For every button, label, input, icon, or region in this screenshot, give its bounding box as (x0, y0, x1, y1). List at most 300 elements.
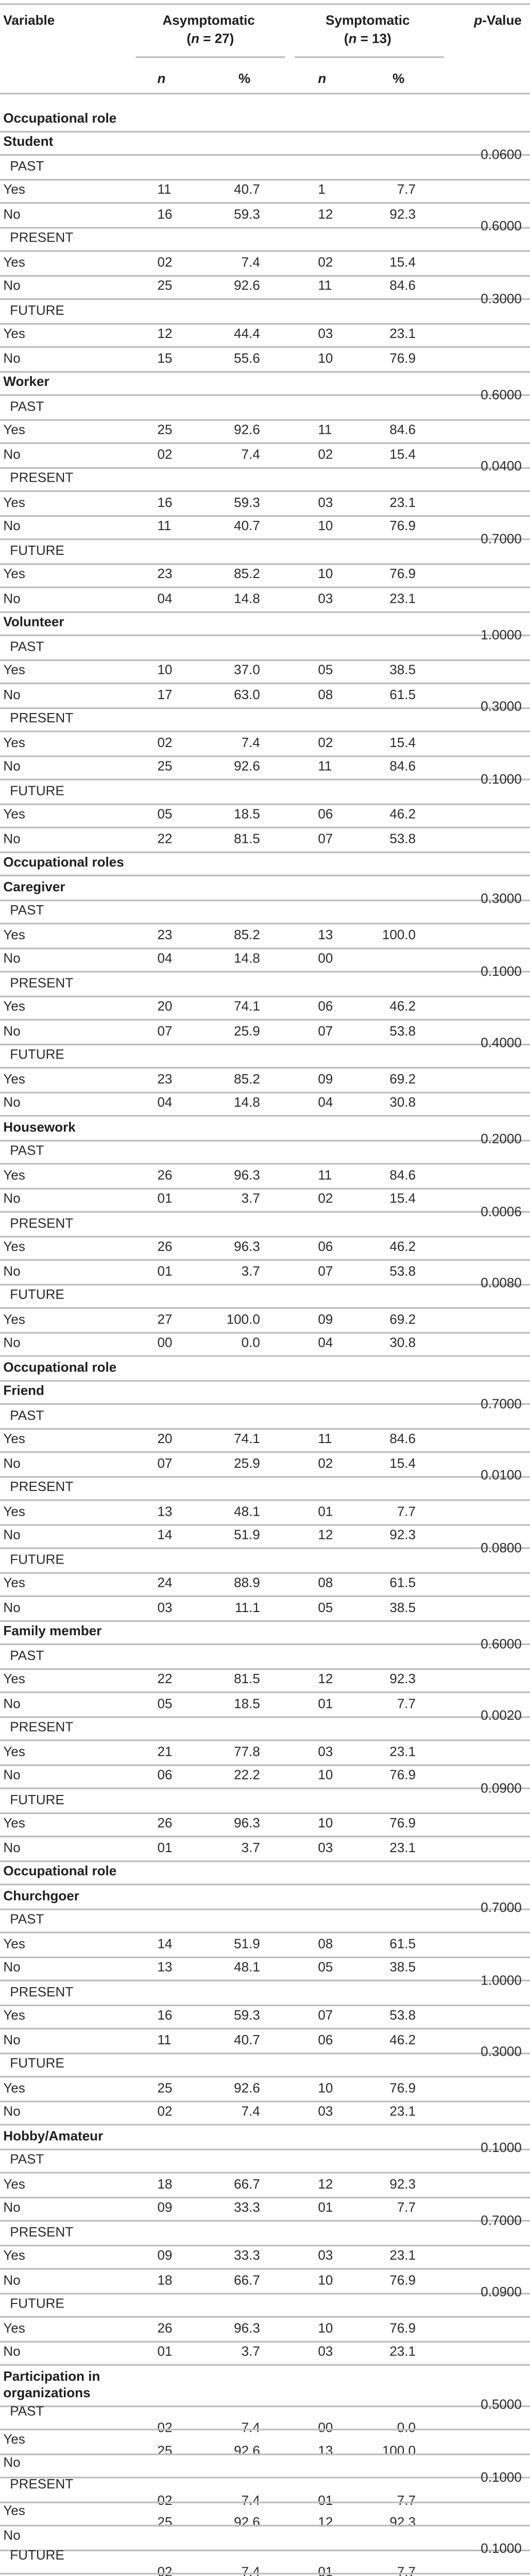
response-label: Yes (3, 806, 25, 822)
asym-n-cell: 22 (157, 831, 173, 846)
row-divider (0, 899, 530, 900)
asym-pct-cell: 14.8 (234, 590, 260, 606)
asym-n-cell: 13 (157, 1960, 173, 1975)
row-divider (0, 2268, 530, 2269)
row-divider (0, 1475, 530, 1477)
row-divider (0, 1691, 530, 1693)
asym-pct-cell: 96.3 (234, 2320, 260, 2335)
asym-n-cell: 25 (157, 2515, 173, 2530)
period-label: FUTURE (10, 1287, 64, 1302)
asym-pct-cell: 40.7 (234, 2031, 260, 2047)
p-value-cell: 0.0600 (481, 146, 522, 162)
row-divider (0, 1811, 530, 1813)
role-heading: Worker (3, 374, 49, 389)
period-label: PAST (10, 903, 44, 918)
row-divider (0, 514, 530, 516)
asym-pct-cell: 25.9 (234, 1023, 260, 1038)
sym-pct-cell: 46.2 (389, 1239, 416, 1255)
period-label: PAST (10, 2403, 44, 2419)
asym-pct-cell: 92.6 (234, 2080, 260, 2095)
asym-n-cell: 10 (157, 663, 173, 678)
asym-n-cell: 11 (157, 518, 172, 534)
period-label: PAST (10, 638, 44, 654)
row-divider (0, 1788, 530, 1789)
row-divider (0, 1067, 530, 1069)
p-value-cell: 0.4000 (481, 1035, 522, 1050)
sym-pct-cell: 7.7 (397, 1696, 416, 1711)
p-value-cell: 0.6000 (481, 386, 522, 402)
row-divider (0, 1523, 530, 1525)
response-label: Yes (3, 2008, 25, 2023)
asym-pct-cell: 63.0 (234, 686, 260, 702)
asym-pct-cell: 92.6 (234, 278, 260, 294)
sym-n-cell: 06 (318, 1239, 333, 1255)
asym-pct-cell: 59.3 (234, 2008, 260, 2023)
period-label: PAST (10, 1143, 44, 1158)
asym-n-cell: 04 (157, 951, 173, 966)
sym-pct-cell: 23.1 (389, 326, 416, 342)
asym-n-cell: 11 (157, 182, 172, 197)
row-divider (0, 2429, 530, 2430)
asym-pct-cell: 48.1 (234, 1960, 260, 1975)
role-heading-line2: organizations (3, 2384, 91, 2400)
asym-n-cell: 05 (157, 1696, 173, 1711)
asym-pct-cell: 66.7 (234, 2176, 260, 2191)
asym-n-cell: 21 (157, 1743, 173, 1759)
response-label: No (3, 1599, 21, 1615)
role-heading: Caregiver (3, 878, 65, 894)
row-divider (0, 1379, 530, 1381)
response-label: No (3, 590, 21, 606)
response-label: No (3, 951, 21, 966)
p-value-cell: 0.0080 (481, 1276, 522, 1291)
p-value-cell: 0.3000 (481, 891, 522, 906)
sym-n-cell: 03 (318, 2344, 333, 2360)
row-divider (0, 1931, 530, 1933)
sym-pct-cell: 92.3 (389, 206, 416, 222)
p-value-cell: 0.3000 (481, 699, 522, 714)
sym-pct-cell: 53.8 (389, 831, 416, 846)
response-label: No (3, 206, 21, 222)
sym-n-cell: 11 (318, 758, 332, 774)
sym-pct-cell: 46.2 (389, 999, 416, 1014)
row-divider (0, 202, 530, 204)
header-symptomatic-n: (n = 13) (344, 31, 391, 47)
sym-n-cell: 00 (318, 2420, 333, 2435)
sym-n-cell: 08 (318, 1936, 333, 1951)
sym-pct-cell: 53.8 (389, 1263, 416, 1278)
asym-pct-cell: 74.1 (234, 1431, 260, 1447)
response-label: No (3, 1263, 21, 1278)
asym-n-cell: 25 (157, 278, 173, 294)
row-divider (0, 1596, 530, 1597)
sym-pct-cell: 76.9 (389, 1768, 416, 1783)
response-label: No (3, 1023, 21, 1038)
asym-n-cell: 26 (157, 1167, 173, 1182)
asym-n-cell: 11 (157, 2031, 172, 2047)
asym-pct-cell: 33.3 (234, 2248, 260, 2263)
period-label: PRESENT (10, 1479, 74, 1495)
response-label: Yes (3, 422, 25, 437)
response-label: Yes (3, 494, 25, 510)
sym-pct-cell: 92.3 (389, 2176, 416, 2191)
asym-pct-cell: 92.6 (234, 2515, 260, 2530)
response-label: No (3, 350, 21, 366)
sym-n-cell: 05 (318, 663, 333, 678)
sym-pct-cell: 30.8 (389, 1095, 416, 1110)
sym-n-cell: 11 (318, 1431, 332, 1447)
response-label: Yes (3, 927, 25, 942)
sym-n-cell: 12 (318, 1671, 333, 1687)
asym-pct-cell: 92.6 (234, 2443, 260, 2458)
asym-pct-cell: 100.0 (226, 1311, 260, 1327)
role-heading: Friend (3, 1383, 44, 1398)
asym-n-cell: 26 (157, 1239, 173, 1255)
row-divider (0, 706, 530, 708)
sym-n-cell: 10 (318, 2320, 333, 2335)
response-label: No (3, 1696, 21, 1711)
response-label: No (3, 1768, 21, 1783)
asym-pct-cell: 81.5 (234, 1671, 260, 1687)
period-label: FUTURE (10, 783, 64, 798)
p-value-cell: 0.0900 (481, 1780, 522, 1795)
sym-n-cell: 10 (318, 2080, 333, 2095)
row-divider (0, 1547, 530, 1549)
sym-pct-cell: 7.7 (397, 2564, 416, 2576)
period-label: PAST (10, 158, 44, 174)
row-divider (0, 1668, 530, 1669)
row-divider (0, 2196, 530, 2197)
p-value-cell: 0.0006 (481, 1204, 522, 1219)
row-divider (0, 1115, 530, 1116)
sym-pct-cell: 76.9 (389, 2080, 416, 2095)
row-divider (0, 2220, 530, 2222)
response-label: Yes (3, 1431, 25, 1447)
p-value-cell: 0.0800 (481, 1539, 522, 1555)
p-value-cell: 0.1000 (481, 2541, 522, 2556)
role-heading: Student (3, 134, 54, 149)
sym-pct-cell: 84.6 (389, 1431, 416, 1447)
sym-n-cell: 06 (318, 999, 333, 1014)
row-divider (0, 2404, 530, 2406)
asym-pct-cell: 14.8 (234, 1095, 260, 1110)
sym-pct-cell: 92.3 (389, 2515, 416, 2530)
response-label: Yes (3, 2320, 25, 2335)
section-heading: Occupational role (3, 1863, 117, 1879)
row-divider (0, 1764, 530, 1765)
asym-n-cell: 20 (157, 999, 173, 1014)
asym-n-cell: 23 (157, 1071, 173, 1086)
row-divider (0, 2549, 530, 2550)
response-label: No (3, 2344, 21, 2360)
sym-n-cell: 04 (318, 1095, 333, 1110)
role-heading: Participation in (3, 2368, 100, 2383)
row-divider (0, 1571, 530, 1573)
asym-pct-cell: 18.5 (234, 1696, 260, 1711)
response-label: No (3, 758, 21, 774)
sym-n-cell: 03 (318, 494, 333, 510)
row-divider (0, 875, 530, 876)
p-value-cell: 1.0000 (481, 627, 522, 642)
sym-n-cell: 01 (318, 2564, 333, 2576)
asym-pct-cell: 0.0 (241, 1335, 260, 1350)
response-label: Yes (3, 182, 25, 197)
asym-pct-cell: 81.5 (234, 831, 260, 846)
p-value-cell: 0.7000 (481, 2212, 522, 2228)
sym-pct-cell: 69.2 (389, 1311, 416, 1327)
response-label: No (3, 1455, 21, 1470)
period-label: PRESENT (10, 1984, 74, 1999)
row-divider (0, 2364, 530, 2366)
sym-pct-cell: 84.6 (389, 758, 416, 774)
row-divider (0, 2573, 530, 2574)
sym-n-cell: 11 (318, 278, 332, 294)
row-divider (0, 1643, 530, 1645)
asym-pct-cell: 18.5 (234, 806, 260, 822)
asym-n-cell: 02 (157, 446, 173, 462)
asym-n-cell: 25 (157, 2443, 173, 2458)
response-label: Yes (3, 1239, 25, 1255)
row-divider (0, 683, 530, 684)
period-label: PAST (10, 2152, 44, 2167)
asym-pct-cell: 40.7 (234, 182, 260, 197)
row-divider (0, 1235, 530, 1236)
row-divider (0, 1403, 530, 1405)
row-divider (0, 1091, 530, 1092)
asym-n-cell: 02 (157, 2564, 173, 2576)
asym-n-cell: 14 (157, 1527, 173, 1543)
row-divider (0, 635, 530, 636)
response-label: Yes (3, 999, 25, 1014)
row-divider (0, 1283, 530, 1284)
row-divider (0, 1427, 530, 1429)
response-label: Yes (3, 2080, 25, 2095)
asym-pct-cell: 3.7 (241, 1191, 260, 1206)
period-label: FUTURE (10, 1047, 64, 1062)
sym-pct-cell: 76.9 (389, 2272, 416, 2287)
asym-n-cell: 05 (157, 806, 173, 822)
row-divider (0, 995, 530, 996)
period-label: FUTURE (10, 302, 64, 317)
period-label: FUTURE (10, 543, 64, 558)
asym-n-cell: 04 (157, 1095, 173, 1110)
row-divider (0, 130, 530, 131)
sym-n-cell: 07 (318, 831, 333, 846)
response-label: Yes (3, 1503, 25, 1519)
row-divider (0, 538, 530, 540)
asym-pct-cell: 37.0 (234, 663, 260, 678)
period-label: PRESENT (10, 1215, 74, 1230)
asym-n-cell: 01 (157, 1191, 173, 1206)
sym-n-cell: 01 (318, 2492, 333, 2507)
sym-pct-cell: 84.6 (389, 278, 416, 294)
row-divider (0, 1451, 530, 1453)
sym-pct-cell: 15.4 (389, 1191, 416, 1206)
sym-pct-cell: 46.2 (389, 806, 416, 822)
sym-pct-cell: 76.9 (389, 518, 416, 534)
row-divider (0, 1163, 530, 1164)
sym-n-cell: 05 (318, 1599, 333, 1615)
row-divider (0, 2316, 530, 2317)
role-heading: Housework (3, 1119, 76, 1134)
asym-n-cell: 26 (157, 1816, 173, 1831)
sym-n-cell: 06 (318, 2031, 333, 2047)
p-value-cell: 0.0400 (481, 459, 522, 474)
asym-pct-cell: 22.2 (234, 1768, 260, 1783)
asym-pct-cell: 96.3 (234, 1239, 260, 1255)
row-divider (0, 1211, 530, 1213)
period-label: FUTURE (10, 2056, 64, 2071)
row-divider (0, 2004, 530, 2005)
asym-n-cell: 01 (157, 2344, 173, 2360)
sym-n-cell: 03 (318, 1839, 333, 1855)
row-divider (0, 298, 530, 300)
asym-n-cell: 18 (157, 2272, 173, 2287)
asym-pct-cell: 7.4 (241, 735, 260, 750)
sym-pct-cell: 0.0 (397, 2420, 416, 2435)
asym-pct-cell: 44.4 (234, 326, 260, 342)
p-value-cell: 0.6000 (481, 1636, 522, 1651)
sym-pct-cell: 23.1 (389, 1839, 416, 1855)
response-label: No (3, 2527, 21, 2543)
sym-n-cell: 08 (318, 1575, 333, 1590)
asym-pct-cell: 51.9 (234, 1936, 260, 1951)
sym-n-cell: 03 (318, 590, 333, 606)
row-divider (0, 418, 530, 420)
asym-pct-cell: 11.1 (235, 1599, 260, 1615)
header-asymptomatic: Asymptomatic (162, 13, 255, 28)
asym-pct-cell: 7.4 (241, 2564, 260, 2576)
asym-pct-cell: 96.3 (234, 1167, 260, 1182)
row-divider (0, 1307, 530, 1309)
row-divider (0, 1956, 530, 1957)
header-variable: Variable (3, 13, 55, 28)
asym-n-cell: 25 (157, 758, 173, 774)
row-divider (0, 563, 530, 564)
p-value-cell: 0.1000 (481, 2469, 522, 2484)
asym-n-cell: 01 (157, 1839, 173, 1855)
sym-pct-cell: 46.2 (389, 2031, 416, 2047)
row-divider (0, 1139, 530, 1141)
row-divider (0, 2292, 530, 2294)
response-label: Yes (3, 1575, 25, 1590)
asym-n-cell: 18 (157, 2176, 173, 2191)
asym-pct-cell: 59.3 (234, 494, 260, 510)
response-label: No (3, 1095, 21, 1110)
asym-n-cell: 13 (157, 1503, 173, 1519)
asym-n-cell: 16 (157, 2008, 173, 2023)
role-heading: Volunteer (3, 614, 64, 630)
asym-n-cell: 02 (157, 2420, 173, 2435)
asym-pct-cell: 85.2 (234, 927, 260, 942)
row-divider (0, 226, 530, 228)
sym-pct-cell: 23.1 (389, 2344, 416, 2360)
response-label: No (3, 686, 21, 702)
asym-pct-cell: 7.4 (241, 2420, 260, 2435)
row-divider (0, 3, 530, 5)
sym-n-cell: 11 (318, 1167, 332, 1182)
asym-n-cell: 12 (157, 326, 173, 342)
row-divider (0, 611, 530, 612)
sym-n-cell: 09 (318, 1071, 333, 1086)
row-divider (0, 154, 530, 156)
row-divider (0, 1331, 530, 1333)
sym-pct-cell: 38.5 (389, 1960, 416, 1975)
asym-n-cell: 01 (157, 1263, 173, 1278)
row-divider (0, 490, 530, 492)
asym-pct-cell: 14.8 (234, 951, 260, 966)
response-label: Yes (3, 566, 25, 582)
asym-n-cell: 06 (157, 1768, 173, 1783)
sym-pct-cell: 7.7 (397, 182, 416, 197)
row-divider (0, 1259, 530, 1261)
sym-pct-cell: 7.7 (397, 1503, 416, 1519)
asym-n-cell: 02 (157, 735, 173, 750)
row-divider (0, 1836, 530, 1837)
p-value-cell: 0.5000 (481, 2397, 522, 2412)
p-value-cell: 0.1000 (481, 2140, 522, 2156)
response-label: No (3, 831, 21, 846)
row-divider (0, 466, 530, 468)
asym-n-cell: 02 (157, 2492, 173, 2507)
row-divider (0, 923, 530, 924)
row-divider (0, 2028, 530, 2029)
row-divider (0, 2172, 530, 2174)
response-label: No (3, 1839, 21, 1855)
row-divider (0, 346, 530, 348)
row-divider (0, 2100, 530, 2102)
sym-pct-cell: 69.2 (389, 1071, 416, 1086)
sym-n-cell: 03 (318, 2248, 333, 2263)
asym-n-cell: 25 (157, 422, 173, 437)
sym-pct-cell: 76.9 (389, 350, 416, 366)
row-divider (0, 731, 530, 732)
period-label: FUTURE (10, 1791, 64, 1807)
header-asym-rule (136, 56, 285, 58)
asym-pct-cell: 77.8 (234, 1743, 260, 1759)
response-label: No (3, 2200, 21, 2215)
sym-n-cell: 10 (318, 350, 333, 366)
sym-pct-cell: 23.1 (389, 494, 416, 510)
sym-n-cell: 05 (318, 1960, 333, 1975)
row-divider (0, 370, 530, 372)
asym-pct-cell: 55.6 (234, 350, 260, 366)
sym-pct-cell: 61.5 (389, 1575, 416, 1590)
role-heading: Family member (3, 1623, 102, 1639)
asym-n-cell: 16 (157, 206, 173, 222)
row-divider (0, 1739, 530, 1741)
row-divider (0, 1860, 530, 1861)
sym-n-cell: 02 (318, 1191, 333, 1206)
response-label: No (3, 518, 21, 534)
asym-n-cell: 17 (157, 686, 173, 702)
row-divider (0, 778, 530, 780)
period-label: PAST (10, 1911, 44, 1927)
header-asym-pct: % (238, 71, 251, 87)
sym-pct-cell: 61.5 (389, 686, 416, 702)
row-divider (0, 250, 530, 252)
sym-n-cell: 12 (318, 1527, 333, 1543)
response-label: Yes (3, 1671, 25, 1687)
header-sym-rule (295, 56, 443, 58)
asym-n-cell: 25 (157, 2080, 173, 2095)
response-label: Yes (3, 1071, 25, 1086)
asym-n-cell: 04 (157, 590, 173, 606)
sym-pct-cell: 15.4 (389, 254, 416, 269)
role-heading: Churchgoer (3, 1888, 79, 1903)
asym-pct-cell: 85.2 (234, 1071, 260, 1086)
asym-pct-cell: 66.7 (234, 2272, 260, 2287)
